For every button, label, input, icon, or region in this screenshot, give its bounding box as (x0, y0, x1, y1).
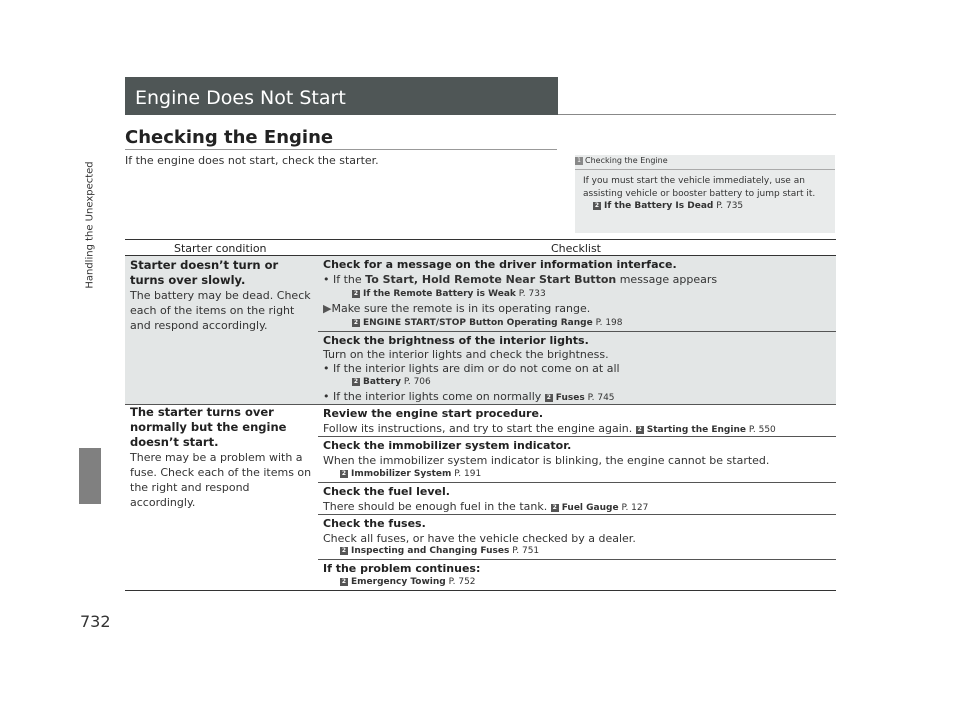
remote-range-line: ▶Make sure the remote is in its operating range. (323, 302, 591, 315)
check-lights-line: Turn on the interior lights and check the brightness. (323, 348, 609, 361)
side-section-marker (79, 448, 101, 504)
immobilizer-heading: Check the immobilizer system indicator. (323, 439, 572, 452)
page-reference[interactable]: 2 Fuel Gauge P. 127 (552, 503, 649, 513)
intro-text: If the engine does not start, check the starter. (125, 154, 379, 167)
row-divider (318, 559, 836, 560)
banner-title: Engine Does Not Start (135, 87, 346, 109)
check-message-heading: Check for a message on the driver information interface. (323, 258, 677, 271)
check-message-line: • If the To Start, Hold Remote Near Start Button message appears (323, 273, 718, 286)
row-divider (318, 514, 836, 515)
row-divider (318, 331, 836, 332)
fuses-line: Check all fuses, or have the vehicle checked by a dealer. (323, 532, 636, 545)
problem-continues-heading: If the problem continues: (323, 562, 481, 575)
page-reference[interactable]: 2 Fuses P. 745 (546, 393, 615, 403)
row-divider (318, 436, 836, 437)
banner-divider (558, 114, 836, 115)
section-title: Checking the Engine (125, 127, 334, 148)
row-divider (318, 482, 836, 483)
page-ref-icon: 2 (353, 289, 359, 297)
header-starter-condition: Starter condition (174, 242, 267, 255)
review-procedure-line: Follow its instructions, and try to start the engine again. 2 Starting the Engine P. 550 (323, 422, 776, 435)
note-divider (575, 169, 835, 170)
review-procedure-heading: Review the engine start procedure. (323, 407, 544, 420)
fuel-line: There should be enough fuel in the tank. 2 Fuel Gauge P. 127 (323, 500, 649, 513)
page-ref-icon: 2 (341, 577, 347, 585)
page-ref-icon: 2 (341, 469, 347, 477)
note-reference[interactable]: 2 If the Battery Is Dead P. 735 (594, 201, 744, 211)
page-reference[interactable]: 2 ENGINE START/STOP Button Operating Range P. 198 (353, 318, 623, 328)
header-checklist: Checklist (551, 242, 601, 255)
page-reference[interactable]: 2 Emergency Towing P. 752 (341, 577, 476, 587)
page-reference[interactable]: 2 If the Remote Battery is Weak P. 733 (353, 289, 546, 299)
page-reference[interactable]: 2 Starting the Engine P. 550 (637, 425, 776, 435)
lights-dim-line: • If the interior lights are dim or do not come on at all (323, 362, 620, 375)
side-section-label: Handling the Unexpected (84, 161, 96, 289)
fuses-heading: Check the fuses. (323, 517, 426, 530)
note-icon: 1 (575, 157, 583, 165)
page-ref-icon: 2 (353, 377, 359, 385)
fuel-heading: Check the fuel level. (323, 485, 450, 498)
page-number: 732 (80, 612, 111, 631)
page-reference[interactable]: 2 Battery P. 706 (353, 377, 431, 387)
section-divider (125, 149, 557, 150)
table-top-rule (125, 239, 836, 240)
page-reference[interactable]: 2 Inspecting and Changing Fuses P. 751 (341, 546, 540, 556)
page-ref-icon: 2 (341, 546, 347, 554)
triangle-icon: ▶ (323, 302, 332, 315)
condition-1: Starter doesn’t turn or turns over slowly. The battery may be dead. Check each of the items on the right and respond accordingly. (130, 258, 311, 332)
table-bottom-rule (125, 590, 836, 591)
page-ref-icon: 2 (546, 393, 551, 401)
condition-2: The starter turns over normally but the engine doesn’t start. There may be a problem with a fuse. Check each of the items on the right and respond accordingly. (130, 405, 312, 509)
page-ref-icon: 2 (353, 318, 359, 326)
page-ref-icon: 2 (552, 503, 557, 511)
lights-normal-line: • If the interior lights come on normally 2 Fuses P. 745 (323, 390, 615, 403)
page-ref-icon: 2 (637, 425, 642, 433)
note-heading: 1 Checking the Engine (575, 156, 668, 165)
note-body: If you must start the vehicle immediately, use an assisting vehicle or booster battery to jump start it. (583, 176, 816, 199)
page-ref-icon: 2 (594, 201, 600, 209)
page-reference[interactable]: 2 Immobilizer System P. 191 (341, 469, 482, 479)
immobilizer-line: When the immobilizer system indicator is blinking, the engine cannot be started. (323, 454, 770, 467)
check-lights-heading: Check the brightness of the interior lights. (323, 334, 589, 347)
